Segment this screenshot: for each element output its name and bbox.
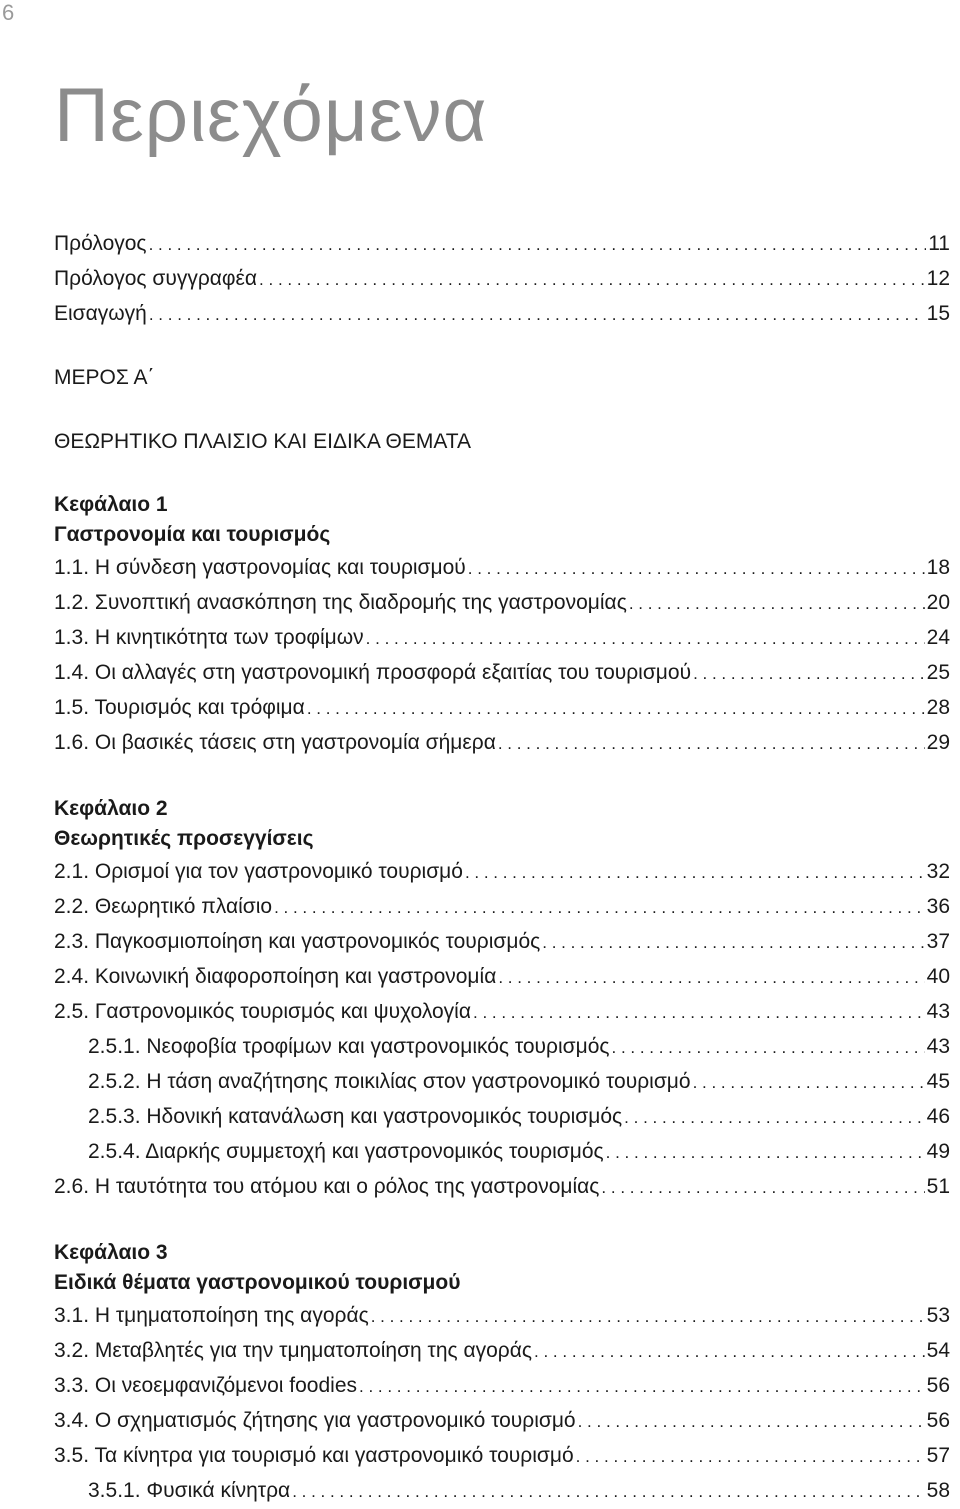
leader-dots <box>359 1369 925 1404</box>
leader-dots <box>371 1299 925 1334</box>
part-title: ΜΕΡΟΣ Α΄ <box>54 366 155 389</box>
leader-dots <box>578 1404 925 1439</box>
chapter-1 <box>54 490 950 760</box>
toc-entry-label: 2.6. Η ταυτότητα του ατόμου και ο ρόλος της γαστρονομίας <box>54 1175 600 1198</box>
toc-entry-page: 43 <box>926 1035 950 1058</box>
toc-entry-label: 3.5.1. Φυσικά κίνητρα <box>88 1479 291 1502</box>
leader-dots <box>465 855 925 890</box>
toc-entry-label: 1.1. Η σύνδεση γαστρονομίας και τουρισμού <box>54 556 466 579</box>
leader-dots <box>473 995 925 1030</box>
leader-dots <box>498 960 924 995</box>
leader-dots <box>149 297 925 332</box>
toc-entry-page: 18 <box>926 556 950 579</box>
chapter-3 <box>54 1238 950 1508</box>
toc-entry-label: 1.6. Οι βασικές τάσεις στη γαστρονομία σήμερα <box>54 731 496 754</box>
toc-entry[interactable] <box>54 1298 950 1333</box>
toc-entry-page: 20 <box>926 591 950 614</box>
leader-dots <box>542 925 924 960</box>
toc-entry-label: 3.1. Η τμηματοποίηση της αγοράς <box>54 1304 369 1327</box>
toc-entry[interactable] <box>54 1368 950 1403</box>
toc-entry-author-prologue[interactable] <box>54 261 950 296</box>
toc-entry-label: 2.3. Παγκοσμιοποίηση και γαστρονομικός τουρισμός <box>54 930 541 953</box>
leader-dots <box>274 890 925 925</box>
part-subtitle: ΘΕΩΡΗΤΙΚΟ ΠΛΑΙΣΙΟ ΚΑΙ ΕΙΔΙΚΑ ΘΕΜΑΤΑ <box>54 430 472 453</box>
chapter-2 <box>54 794 950 1204</box>
toc-entry-label: 2.5.3. Ηδονική κατανάλωση και γαστρονομικός τουρισμός <box>88 1105 623 1128</box>
toc-entry[interactable] <box>54 1099 950 1134</box>
toc-entry[interactable] <box>54 655 950 690</box>
toc-entry-page: 51 <box>926 1175 950 1198</box>
leader-dots <box>576 1439 925 1474</box>
chapter-title: Ειδικά θέματα γαστρονομικού τουρισμού <box>54 1271 461 1294</box>
toc-entry[interactable] <box>54 1473 950 1508</box>
toc-entry-label: 1.2. Συνοπτική ανασκόπηση της διαδρομής της γαστρονομίας <box>54 591 627 614</box>
front-matter <box>54 226 950 331</box>
toc-entry-label: 3.3. Οι νεοεμφανιζόμενοι foodies <box>54 1374 358 1397</box>
leader-dots <box>366 621 925 656</box>
toc-entry-page: 43 <box>926 1000 950 1023</box>
leader-dots <box>693 1065 925 1100</box>
toc-entry-label: 3.5. Τα κίνητρα για τουρισμό και γαστρονομικό τουρισμό <box>54 1444 574 1467</box>
leader-dots <box>606 1135 925 1170</box>
leader-dots <box>149 227 927 262</box>
leader-dots <box>259 262 925 297</box>
toc-entry-label: 1.3. Η κινητικότητα των τροφίμων <box>54 626 364 649</box>
toc-entry-page: 32 <box>926 860 950 883</box>
toc-entry[interactable] <box>54 1029 950 1064</box>
toc-entry[interactable] <box>54 620 950 655</box>
toc-entry-label: Πρόλογος <box>54 232 147 255</box>
leader-dots <box>307 691 925 726</box>
leader-dots <box>693 656 925 691</box>
chapter-label: Κεφάλαιο 2 <box>54 797 168 820</box>
toc-entry-introduction[interactable] <box>54 296 950 331</box>
leader-dots <box>292 1474 924 1509</box>
leader-dots <box>612 1030 925 1065</box>
toc-entry[interactable] <box>54 1169 950 1204</box>
toc-entry-label: 2.5.4. Διαρκής συμμετοχή και γαστρονομικός τουρισμός <box>88 1140 604 1163</box>
leader-dots <box>534 1334 925 1369</box>
toc-entry-label: 2.5.2. Η τάση αναζήτησης ποικιλίας στον γαστρονομικό τουρισμό <box>88 1070 691 1093</box>
toc-entry-label: Εισαγωγή <box>54 302 147 325</box>
toc-entry[interactable] <box>54 585 950 620</box>
toc-entry-page: 56 <box>926 1374 950 1397</box>
toc-entry-label: 2.5.1. Νεοφοβία τροφίμων και γαστρονομικός τουρισμός <box>88 1035 610 1058</box>
toc-entry[interactable] <box>54 1064 950 1099</box>
toc-entry-page: 45 <box>926 1070 950 1093</box>
toc-entry[interactable] <box>54 725 950 760</box>
toc-entry[interactable] <box>54 690 950 725</box>
toc-entry-page: 56 <box>926 1409 950 1432</box>
toc-entry[interactable] <box>54 959 950 994</box>
page-number: 6 <box>2 0 15 25</box>
toc-entry-page: 46 <box>926 1105 950 1128</box>
toc-entry[interactable] <box>54 550 950 585</box>
table-of-contents <box>54 226 950 1508</box>
toc-entry-page: 36 <box>926 895 950 918</box>
toc-entry-label: 1.4. Οι αλλαγές στη γαστρονομική προσφορά εξαιτίας του τουρισμού <box>54 661 692 684</box>
toc-entry[interactable] <box>54 1134 950 1169</box>
chapter-label: Κεφάλαιο 3 <box>54 1241 168 1264</box>
toc-entry-page: 40 <box>926 965 950 988</box>
leader-dots <box>629 586 925 621</box>
toc-entry-page: 25 <box>926 661 950 684</box>
toc-entry-label: 2.4. Κοινωνική διαφοροποίηση και γαστρονομία <box>54 965 497 988</box>
toc-entry-page: 37 <box>926 930 950 953</box>
toc-entry-page: 24 <box>926 626 950 649</box>
chapter-title: Θεωρητικές προσεγγίσεις <box>54 827 314 850</box>
leader-dots <box>498 726 925 761</box>
toc-entry-prologue[interactable] <box>54 226 950 261</box>
toc-entry-page: 57 <box>926 1444 950 1467</box>
toc-entry[interactable] <box>54 854 950 889</box>
toc-entry[interactable] <box>54 1333 950 1368</box>
leader-dots <box>624 1100 924 1135</box>
toc-entry-page: 15 <box>926 302 950 325</box>
toc-entry-page: 11 <box>928 232 950 255</box>
toc-entry-page: 54 <box>926 1339 950 1362</box>
toc-entry-page: 49 <box>926 1140 950 1163</box>
toc-entry-page: 53 <box>926 1304 950 1327</box>
toc-entry[interactable] <box>54 1438 950 1473</box>
toc-entry[interactable] <box>54 1403 950 1438</box>
toc-entry-label: 3.4. Ο σχηματισμός ζήτησης για γαστρονομικό τουρισμό <box>54 1409 576 1432</box>
chapter-title: Γαστρονομία και τουρισμός <box>54 523 331 546</box>
toc-entry[interactable] <box>54 889 950 924</box>
chapter-label: Κεφάλαιο 1 <box>54 493 168 516</box>
toc-entry-page: 28 <box>926 696 950 719</box>
toc-entry-page: 12 <box>926 267 950 290</box>
toc-entry-label: 2.2. Θεωρητικό πλαίσιο <box>54 895 273 918</box>
toc-entry-label: 1.5. Τουρισμός και τρόφιμα <box>54 696 305 719</box>
toc-entry-page: 29 <box>926 731 950 754</box>
toc-entry-label: 2.5. Γαστρονομικός τουρισμός και ψυχολογία <box>54 1000 471 1023</box>
toc-entry[interactable] <box>54 994 950 1029</box>
toc-entry-page: 58 <box>926 1479 950 1502</box>
leader-dots <box>468 551 925 586</box>
page-title: Περιεχόμενα <box>54 73 488 158</box>
leader-dots <box>601 1170 924 1205</box>
toc-entry-label: 2.1. Ορισμοί για τον γαστρονομικό τουρισμό <box>54 860 463 883</box>
toc-entry[interactable] <box>54 924 950 959</box>
toc-entry-label: Πρόλογος συγγραφέα <box>54 267 258 290</box>
toc-entry-label: 3.2. Μεταβλητές για την τμηματοποίηση της αγοράς <box>54 1339 533 1362</box>
